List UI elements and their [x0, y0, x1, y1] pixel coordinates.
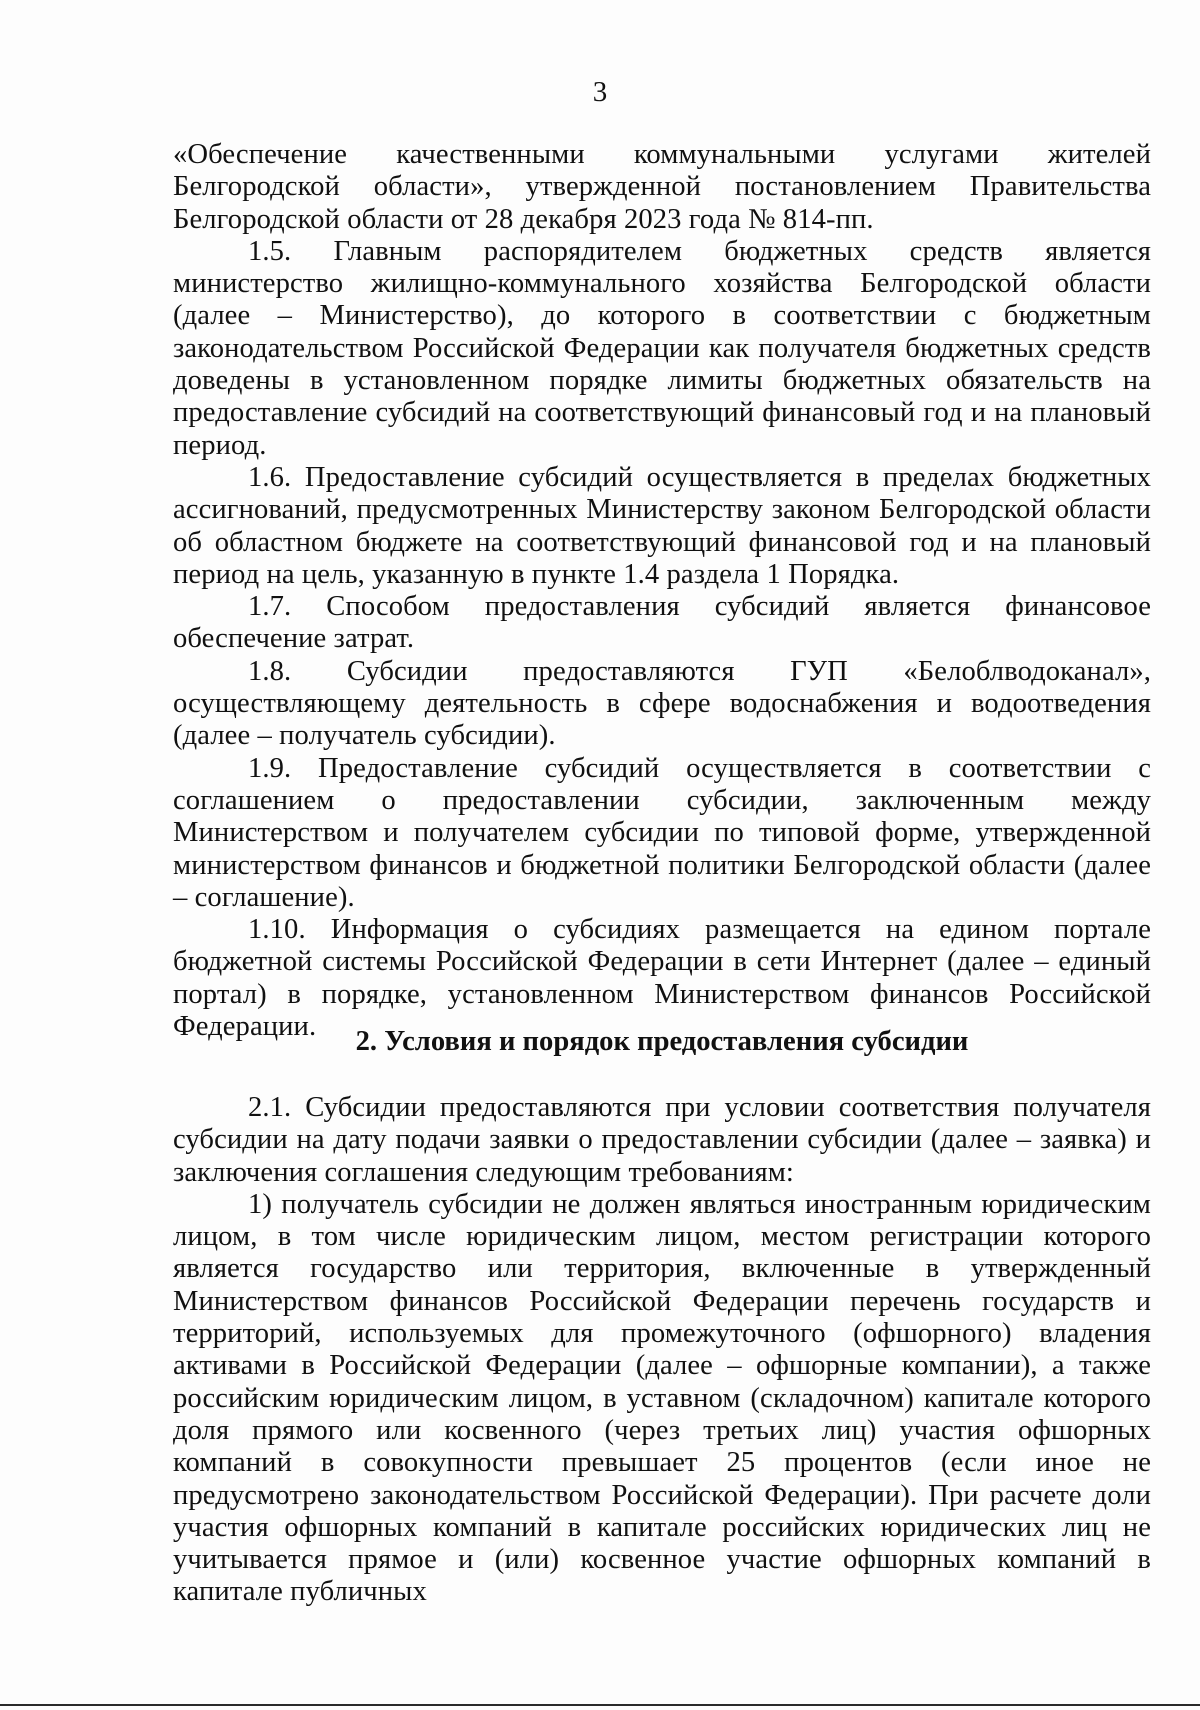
paragraph-2-1-item-1: 1) получатель субсидии не должен являться иностранным юридическим лицом, в том числе юридическим лицом, местом регистрации которого является государство или территория, включенные в утвержденный Министерством финансов Российской Федерации перечень государств и территорий, используемых для промежуточного (офшорного) владения активами в Российской Федерации (далее – офшорные компании), а также российским юридическим лицом, в уставном (складочном) капитале которого доля прямого или косвенного (через третьих лиц) участия офшорных компаний в совокупности превышает 25 процентов (если иное не предусмотрено законодательством Российской Федерации). При расчете доли участия офшорных компаний в капитале российских юридических лиц не учитывается прямое и (или) косвенное участие офшорных компаний в капитале публичных [173, 1188, 1151, 1608]
paragraph-1-7: 1.7. Способом предоставления субсидий является финансовое обеспечение затрат. [173, 591, 1151, 655]
paragraph-1-5: 1.5. Главным распорядителем бюджетных средств является министерство жилищно-коммунального хозяйства Белгородской области (далее – Министерство), до которого в соответствии с бюджетным законодательством Российской Федерации как получателя бюджетных средств доведены в установленном порядке лимиты бюджетных обязательств на предоставление субсидий на соответствующий финансовый год и на плановый период. [173, 235, 1151, 461]
paragraph-1-6: 1.6. Предоставление субсидий осуществляется в пределах бюджетных ассигнований, предусмотренных Министерству законом Белгородской области об областном бюджете на соответствующий финансовой год и на плановый период на цель, указанную в пункте 1.4 раздела 1 Порядка. [173, 461, 1151, 590]
paragraph-1-9: 1.9. Предоставление субсидий осуществляется в соответствии с соглашением о предоставлении субсидии, заключенным между Министерством и получателем субсидии по типовой форме, утвержденной министерством финансов и бюджетной политики Белгородской области (далее – соглашение). [173, 752, 1151, 913]
section-2-heading: 2. Условия и порядок предоставления субсидии [355, 1026, 969, 1057]
paragraph-1-10: 1.10. Информация о субсидиях размещается на едином портале бюджетной системы Российской Федерации в сети Интернет (далее – единый портал) в порядке, установленном Министерством финансов Российской Федерации. [173, 914, 1151, 1043]
page-number: 3 [592, 76, 608, 108]
scan-edge-line [0, 1704, 1200, 1706]
paragraph-1-8: 1.8. Субсидии предоставляются ГУП «Белоблводоканал», осуществляющему деятельность в сфере водоснабжения и водоотведения (далее – получатель субсидии). [173, 655, 1151, 752]
section-1-continuation [173, 139, 1151, 1043]
paragraph-1-4-continuation: «Обеспечение качественными коммунальными услугами жителей Белгородской области», утвержденной постановлением Правительства Белгородской области от 28 декабря 2023 года № 814-пп. [173, 139, 1151, 235]
paragraph-2-1: 2.1. Субсидии предоставляются при условии соответствия получателя субсидии на дату подачи заявки о предоставлении субсидии (далее – заявка) и заключения соглашения следующим требованиям: [173, 1092, 1151, 1188]
section-2-body [173, 1092, 1151, 1609]
